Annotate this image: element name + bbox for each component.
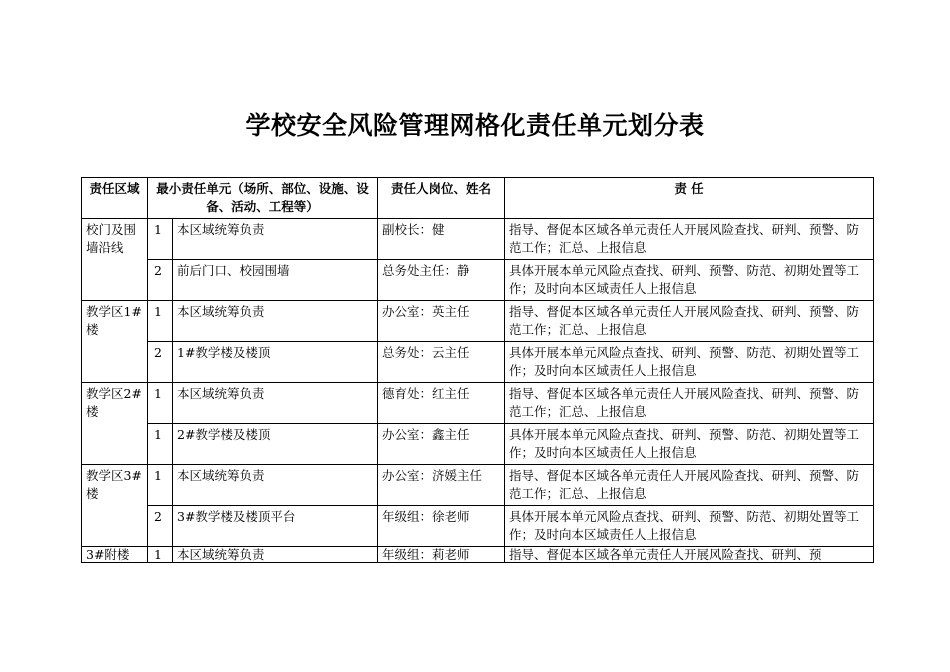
area-cell: 校门及围墙沿线 [82,219,148,301]
row-number: 1 [148,547,173,563]
row-number: 2 [148,260,173,301]
header-area: 责任区域 [82,178,148,219]
person-cell: 副校长：健 [378,219,505,260]
table-row [82,301,874,342]
person-cell: 总务处主任：静 [378,260,505,301]
table-row [82,506,874,547]
table-row [82,342,874,383]
unit-cell: 前后门口、校园围墙 [173,260,378,301]
duty-cell: 具体开展本单元风险点查找、研判、预警、防范、初期处置等工作；及时向本区域责任人上报信息 [505,342,874,383]
responsibility-table [81,177,874,563]
row-number: 1 [148,465,173,506]
unit-cell: 3#教学楼及楼顶平台 [173,506,378,547]
area-cell: 教学区2#楼 [82,383,148,465]
unit-cell: 2#教学楼及楼顶 [173,424,378,465]
table-row [82,383,874,424]
area-cell: 3#附楼 [82,547,148,563]
table-row [82,219,874,260]
table-row [82,424,874,465]
duty-cell: 指导、督促本区域各单元责任人开展风险查找、研判、预 [505,547,874,563]
table-row [82,260,874,301]
person-cell: 办公室：济媛主任 [378,465,505,506]
person-cell: 办公室：鑫主任 [378,424,505,465]
person-cell: 办公室：英主任 [378,301,505,342]
header-unit: 最小责任单元（场所、部位、设施、设备、活动、工程等） [148,178,378,219]
row-number: 1 [148,219,173,260]
unit-cell: 1#教学楼及楼顶 [173,342,378,383]
unit-cell: 本区域统筹负责 [173,383,378,424]
area-cell: 教学区3#楼 [82,465,148,547]
row-number: 1 [148,383,173,424]
unit-cell: 本区域统筹负责 [173,219,378,260]
duty-cell: 指导、督促本区域各单元责任人开展风险查找、研判、预警、防范工作；汇总、上报信息 [505,465,874,506]
row-number: 1 [148,301,173,342]
duty-cell: 指导、督促本区域各单元责任人开展风险查找、研判、预警、防范工作；汇总、上报信息 [505,219,874,260]
unit-cell: 本区域统筹负责 [173,547,378,563]
document-title: 学校安全风险管理网格化责任单元划分表 [245,111,705,140]
table-header-row [82,178,874,219]
row-number: 1 [148,424,173,465]
duty-cell: 指导、督促本区域各单元责任人开展风险查找、研判、预警、防范工作；汇总、上报信息 [505,301,874,342]
row-number: 2 [148,342,173,383]
unit-cell: 本区域统筹负责 [173,465,378,506]
person-cell: 年级组：徐老师 [378,506,505,547]
table-row [82,547,874,563]
person-cell: 德育处：红主任 [378,383,505,424]
header-duty: 责 任 [505,178,874,219]
unit-cell: 本区域统筹负责 [173,301,378,342]
duty-cell: 具体开展本单元风险点查找、研判、预警、防范、初期处置等工作；及时向本区域责任人上报信息 [505,424,874,465]
row-number: 2 [148,506,173,547]
area-cell: 教学区1#楼 [82,301,148,383]
header-person: 责任人岗位、姓名 [378,178,505,219]
person-cell: 总务处：云主任 [378,342,505,383]
person-cell: 年级组：莉老师 [378,547,505,563]
duty-cell: 指导、督促本区域各单元责任人开展风险查找、研判、预警、防范工作；汇总、上报信息 [505,383,874,424]
table-row [82,465,874,506]
duty-cell: 具体开展本单元风险点查找、研判、预警、防范、初期处置等工作；及时向本区域责任人上报信息 [505,260,874,301]
duty-cell: 具体开展本单元风险点查找、研判、预警、防范、初期处置等工作；及时向本区域责任人上报信息 [505,506,874,547]
